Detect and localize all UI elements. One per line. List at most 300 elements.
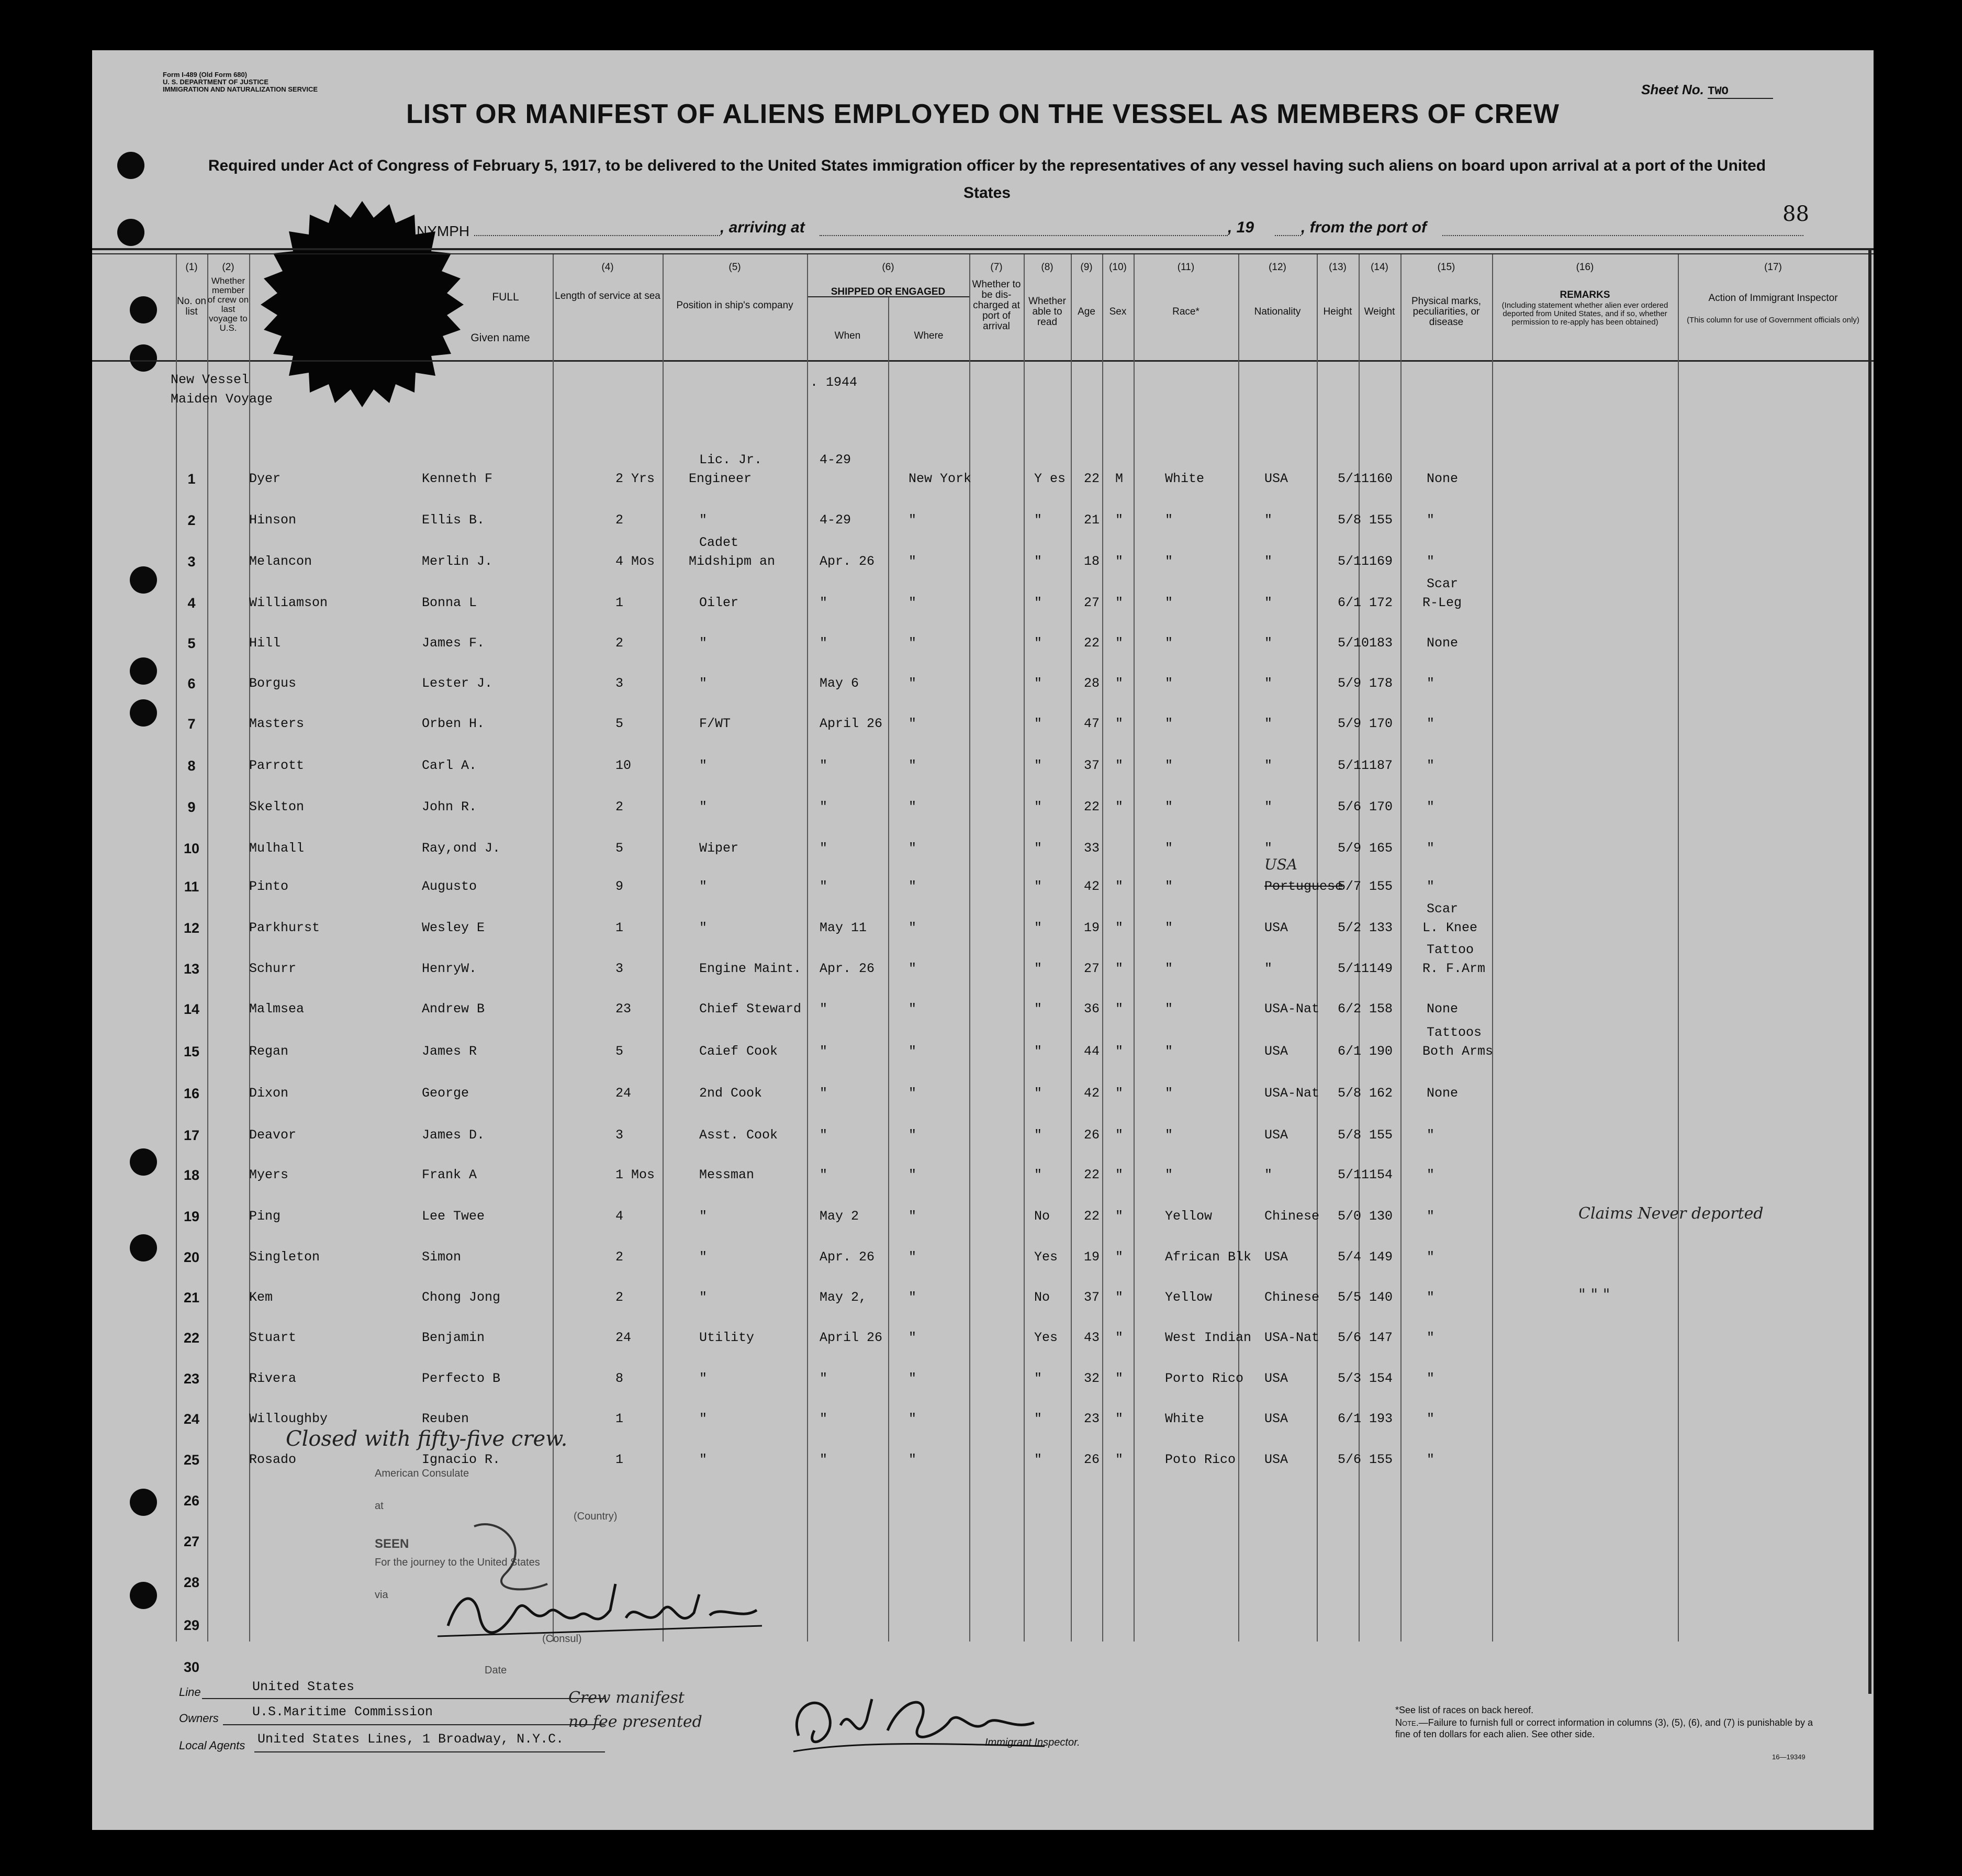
race: " [1165, 799, 1173, 814]
row-number: 15 [183, 1044, 200, 1059]
service-length: 4 Mos [615, 554, 655, 569]
colnum-13: (13) [1329, 262, 1347, 273]
sex: " [1115, 1249, 1124, 1265]
colnum-2: (2) [222, 262, 234, 273]
colhdr-length-service: Length of service at sea [555, 291, 660, 302]
nationality: Chinese [1264, 1209, 1320, 1224]
stamp-consulate: American Consulate [375, 1468, 469, 1479]
position: Messman [699, 1167, 755, 1182]
age: 22 [1084, 471, 1100, 486]
height: 5/11 [1338, 471, 1370, 486]
height: 5/9 [1338, 676, 1362, 691]
sex: " [1115, 799, 1124, 814]
column-rule [1678, 254, 1679, 1642]
row-number: 28 [183, 1574, 200, 1590]
weight: 155 [1369, 512, 1393, 528]
position: " [699, 1290, 708, 1305]
shipped-where: " [909, 799, 917, 814]
column-rule [1317, 254, 1318, 1642]
sex: " [1115, 716, 1124, 731]
service-length: 8 [615, 1371, 624, 1386]
punch-hole [130, 1582, 157, 1609]
position: " [699, 512, 708, 528]
race: " [1165, 595, 1173, 610]
row-number: 23 [183, 1371, 200, 1387]
age: 37 [1084, 1290, 1100, 1305]
age: 26 [1084, 1127, 1100, 1143]
remarks-handwritten: " " " [1578, 1286, 1610, 1304]
shipped-when: " [820, 595, 828, 610]
sheet-number [1641, 82, 1773, 99]
shipped-where: " [909, 920, 917, 935]
race: " [1165, 841, 1173, 856]
shipped-when: 4-29 [820, 452, 851, 467]
physical-marks: Scar [1427, 901, 1459, 917]
physical-marks: " [1427, 799, 1435, 814]
physical-marks-line-2: R. F.Arm [1422, 961, 1486, 976]
weight: 170 [1369, 799, 1393, 814]
weight: 158 [1369, 1001, 1393, 1017]
punch-hole [117, 152, 144, 179]
shipped-when: " [820, 1452, 828, 1467]
punch-hole [117, 219, 144, 246]
able-to-read: " [1034, 961, 1042, 976]
row-number: 8 [187, 758, 196, 774]
sheet-number-label: Sheet No. [1641, 82, 1704, 97]
family-name: Malmsea [249, 1001, 305, 1017]
height: 5/8 [1338, 512, 1362, 528]
age: 26 [1084, 1452, 1100, 1467]
physical-marks: " [1427, 1127, 1435, 1143]
nationality: " [1264, 635, 1273, 651]
service-length: 5 [615, 841, 624, 856]
shipped-where: " [909, 1209, 917, 1224]
row-number: 20 [183, 1249, 200, 1265]
weight: 178 [1369, 676, 1393, 691]
shipped-where: " [909, 1167, 917, 1182]
colhdr-able-read: Whether able to read [1028, 296, 1066, 328]
footer-line-rule [202, 1698, 605, 1699]
shipped-when: " [820, 1167, 828, 1182]
row-number: 24 [183, 1411, 200, 1427]
service-length: 2 [615, 1290, 624, 1305]
colnum-7: (7) [990, 262, 1003, 273]
preamble-new-vessel: New Vessel [171, 372, 250, 387]
colnum-10: (10) [1109, 262, 1127, 273]
arriving-label: , arriving at [720, 219, 805, 236]
footer-note-text: —Failure to furnish full or correct information in columns (3), (5), (6), and (7) is punishable by a fine of ten dollars for each alien. See other side. [1395, 1717, 1813, 1739]
family-name: Masters [249, 716, 305, 731]
stamp-via: via [375, 1589, 388, 1601]
colhdr-no-on-list: No. on list [177, 296, 206, 317]
shipped-where: " [909, 1452, 917, 1467]
sex: " [1115, 635, 1124, 651]
row-number: 14 [183, 1001, 200, 1017]
physical-marks: None [1427, 471, 1459, 486]
height: 6/1 [1338, 1044, 1362, 1059]
family-name: Skelton [249, 799, 305, 814]
given-name: Lee Twee [422, 1209, 485, 1224]
physical-marks: " [1427, 1411, 1435, 1426]
able-to-read: No [1034, 1209, 1050, 1224]
row-number: 30 [183, 1659, 200, 1675]
right-border [1868, 249, 1871, 1694]
document-title: LIST OR MANIFEST OF ALIENS EMPLOYED ON THE VESSEL AS MEMBERS OF CREW [406, 99, 1560, 129]
service-length: 2 [615, 512, 624, 528]
stamp-consul: (Consul) [542, 1633, 582, 1645]
row-number: 12 [183, 920, 200, 936]
age: 33 [1084, 841, 1100, 856]
form-tag [163, 71, 318, 93]
shipped-where: " [909, 1411, 917, 1426]
physical-marks: " [1427, 1452, 1435, 1467]
physical-marks: " [1427, 879, 1435, 894]
sex: " [1115, 1290, 1124, 1305]
weight: 130 [1369, 1209, 1393, 1224]
row-number: 11 [184, 879, 199, 895]
height: 5/7 [1338, 879, 1362, 894]
colnum-17: (17) [1764, 262, 1782, 273]
position: " [699, 799, 708, 814]
notary-seal [252, 197, 472, 417]
age: 43 [1084, 1330, 1100, 1345]
weight: 155 [1369, 1127, 1393, 1143]
colnum-16: (16) [1576, 262, 1594, 273]
nationality: USA [1264, 920, 1288, 935]
punch-hole [130, 1148, 157, 1176]
nationality: USA [1264, 1452, 1288, 1467]
weight: 140 [1369, 1290, 1393, 1305]
age: 19 [1084, 920, 1100, 935]
race: " [1165, 961, 1173, 976]
race: " [1165, 1086, 1173, 1101]
footer-owners-label: Owners [179, 1712, 219, 1725]
weight: 154 [1369, 1371, 1393, 1386]
position: Chief Steward [699, 1001, 802, 1017]
sex: " [1115, 1452, 1124, 1467]
position: " [699, 1209, 708, 1224]
sex: " [1115, 1330, 1124, 1345]
position: " [699, 1371, 708, 1386]
nationality: " [1264, 799, 1273, 814]
race: " [1165, 1167, 1173, 1182]
family-name: Singleton [249, 1249, 320, 1265]
sex: " [1115, 758, 1124, 773]
column-rule [1492, 254, 1493, 1642]
colhdr-whether-member: Whether member of crew on last voyage to U.S. [207, 276, 249, 333]
given-name: Ellis B. [422, 512, 485, 528]
weight: 149 [1369, 961, 1393, 976]
given-name: James D. [422, 1127, 485, 1143]
port-dotted-line [1442, 235, 1803, 236]
given-name: Lester J. [422, 676, 493, 691]
column-rule [1134, 254, 1135, 1642]
height: 5/6 [1338, 799, 1362, 814]
family-name: Myers [249, 1167, 289, 1182]
able-to-read: " [1034, 1001, 1042, 1017]
shipped-where: " [909, 676, 917, 691]
able-to-read: " [1034, 1411, 1042, 1426]
able-to-read: " [1034, 841, 1042, 856]
shipped-when: May 2, [820, 1290, 867, 1305]
race: " [1165, 879, 1173, 894]
nationality: " [1264, 961, 1273, 976]
family-name: Melancon [249, 554, 312, 569]
colhdr-age: Age [1078, 306, 1095, 317]
weight: 147 [1369, 1330, 1393, 1345]
service-length: 24 [615, 1086, 632, 1101]
service-length: 1 [615, 920, 624, 935]
column-rule [176, 254, 177, 1642]
family-name: Pinto [249, 879, 289, 894]
shipped-where: " [909, 1086, 917, 1101]
race: " [1165, 635, 1173, 651]
given-name: Bonna L [422, 595, 477, 610]
colhdr-where: Where [914, 330, 944, 341]
family-name: Borgus [249, 676, 297, 691]
able-to-read: " [1034, 1167, 1042, 1182]
footer-hand-note-2: no fee presented [568, 1713, 702, 1731]
family-name: Ping [249, 1209, 281, 1224]
race: Porto Rico [1165, 1371, 1244, 1386]
given-name: Frank A [422, 1167, 477, 1182]
given-name: Orben H. [422, 716, 485, 731]
vessel-name: NYMPH [417, 223, 470, 239]
race: " [1165, 920, 1173, 935]
column-rule [207, 254, 208, 1642]
family-name: Williamson [249, 595, 328, 610]
row-number: 25 [183, 1452, 200, 1468]
row-number: 4 [187, 595, 196, 611]
row-number: 17 [183, 1127, 200, 1143]
age: 23 [1084, 1411, 1100, 1426]
age: 36 [1084, 1001, 1100, 1017]
race: " [1165, 1127, 1173, 1143]
colhdr-physical-marks: Physical marks, peculiarities, or disease [1411, 296, 1482, 328]
colhdr-given-name: Given name [470, 332, 530, 344]
row-number: 26 [183, 1493, 200, 1509]
physical-marks: " [1427, 1290, 1435, 1305]
given-name: Merlin J. [422, 554, 493, 569]
nationality: USA [1264, 1127, 1288, 1143]
family-name: Mulhall [249, 841, 305, 856]
able-to-read: Yes [1034, 1330, 1058, 1345]
form-number: Form I-489 (Old Form 680) [163, 71, 248, 79]
column-rule [1024, 254, 1025, 1642]
position: " [699, 879, 708, 894]
shipped-where: " [909, 635, 917, 651]
given-name: George [422, 1086, 469, 1101]
age: 18 [1084, 554, 1100, 569]
family-name: Schurr [249, 961, 297, 976]
service-length: 5 [615, 1044, 624, 1059]
inspector-label: Immigrant Inspector. [985, 1737, 1080, 1748]
race: " [1165, 676, 1173, 691]
position: " [699, 920, 708, 935]
race: " [1165, 1001, 1173, 1017]
colhdr-remarks-sub: (Including statement whether alien ever ordered deported from United States, and if so, whether permission to re-apply has been obtained) [1501, 301, 1668, 327]
colhdr-weight: Weight [1364, 306, 1395, 317]
sex: " [1115, 1044, 1124, 1059]
height: 6/1 [1338, 595, 1362, 610]
nationality: USA-Nat [1264, 1086, 1320, 1101]
able-to-read: " [1034, 1044, 1042, 1059]
physical-marks: " [1427, 676, 1435, 691]
race: White [1165, 471, 1205, 486]
nationality: " [1264, 758, 1273, 773]
given-name: Andrew B [422, 1001, 485, 1017]
footer-note-label: Note. [1395, 1717, 1419, 1728]
physical-marks: " [1427, 1249, 1435, 1265]
given-name: Augusto [422, 879, 477, 894]
shipped-where: " [909, 595, 917, 610]
shipped-where: New York [909, 471, 972, 486]
age: 22 [1084, 799, 1100, 814]
shipped-where: " [909, 1249, 917, 1265]
weight: 160 [1369, 471, 1393, 486]
physical-marks: None [1427, 635, 1459, 651]
shipped-where: " [909, 841, 917, 856]
row-number: 9 [187, 799, 196, 815]
race: Poto Rico [1165, 1452, 1236, 1467]
shipped-when: " [820, 635, 828, 651]
column-rule [663, 254, 664, 1642]
age: 28 [1084, 676, 1100, 691]
row-number: 7 [187, 716, 196, 732]
given-name: John R. [422, 799, 477, 814]
shipped-when: May 2 [820, 1209, 859, 1224]
nationality: Chinese [1264, 1290, 1320, 1305]
shipped-when: " [820, 1086, 828, 1101]
race: " [1165, 1044, 1173, 1059]
sheet-number-value: TWO [1708, 85, 1773, 99]
punch-hole [130, 1234, 157, 1261]
weight: 190 [1369, 1044, 1393, 1059]
shipped-when: May 6 [820, 676, 859, 691]
row-number: 29 [183, 1617, 200, 1633]
given-name: Wesley E [422, 920, 485, 935]
colnum-14: (14) [1371, 262, 1388, 273]
shipped-when: Apr. 26 [820, 961, 875, 976]
service-length: 1 Mos [615, 1167, 655, 1182]
column-rule [249, 254, 250, 1642]
physical-marks: " [1427, 841, 1435, 856]
shipped-when: 4-29 [820, 512, 851, 528]
physical-marks: " [1427, 1167, 1435, 1182]
age: 37 [1084, 758, 1100, 773]
race: " [1165, 512, 1173, 528]
colhdr-remarks: REMARKS [1560, 289, 1610, 300]
service-length: 1 [615, 595, 624, 610]
given-name: Kenneth F [422, 471, 493, 486]
given-name: Perfecto B [422, 1371, 501, 1386]
shipped-when: Apr. 26 [820, 554, 875, 569]
able-to-read: " [1034, 554, 1042, 569]
shipped-when: " [820, 879, 828, 894]
row-number: 2 [187, 512, 196, 528]
sex: " [1115, 1086, 1124, 1101]
height: 5/9 [1338, 841, 1362, 856]
able-to-read: " [1034, 1086, 1042, 1101]
height: 5/11 [1338, 961, 1370, 976]
physical-marks-line-2: L. Knee [1422, 920, 1478, 935]
weight: 154 [1369, 1167, 1393, 1182]
form-service: IMMIGRATION AND NATURALIZATION SERVICE [163, 85, 318, 93]
sex: " [1115, 554, 1124, 569]
shipped-when: " [820, 758, 828, 773]
weight: 187 [1369, 758, 1393, 773]
shipped-where: " [909, 879, 917, 894]
shipped-when: May 11 [820, 920, 867, 935]
year-dotted-line [1275, 235, 1301, 236]
nationality-correction: USA [1264, 856, 1297, 873]
colhdr-action-sub: (This column for use of Government officials only) [1687, 316, 1859, 325]
row-number: 18 [183, 1167, 200, 1183]
age: 44 [1084, 1044, 1100, 1059]
height: 5/4 [1338, 1249, 1362, 1265]
age: 27 [1084, 961, 1100, 976]
row-number: 19 [183, 1209, 200, 1224]
sex: " [1115, 1001, 1124, 1017]
race: " [1165, 716, 1173, 731]
shipped-when: " [820, 1127, 828, 1143]
colhdr-position: Position in ship's company [676, 300, 793, 311]
physical-marks: Tattoo [1427, 942, 1474, 957]
colnum-4: (4) [601, 262, 614, 273]
able-to-read: Yes [1034, 1249, 1058, 1265]
footer-note [1395, 1717, 1824, 1740]
colnum-6: (6) [882, 262, 894, 273]
age: 19 [1084, 1249, 1100, 1265]
footer-hand-note-1: Crew manifest [568, 1689, 685, 1707]
print-code: 16—19349 [1772, 1753, 1806, 1761]
colnum-9: (9) [1080, 262, 1093, 273]
shipped-where: " [909, 554, 917, 569]
height: 5/3 [1338, 1371, 1362, 1386]
sex: M [1115, 471, 1124, 486]
height: 6/2 [1338, 1001, 1362, 1017]
vessel-dotted-line [474, 235, 720, 236]
height: 5/11 [1338, 554, 1370, 569]
row-number: 27 [183, 1534, 200, 1549]
family-name: Regan [249, 1044, 289, 1059]
races-note: *See list of races on back hereof. [1395, 1705, 1534, 1715]
service-length: 3 [615, 676, 624, 691]
colhdr-nationality: Nationality [1254, 306, 1301, 317]
punch-hole [130, 1489, 157, 1516]
sex: " [1115, 1371, 1124, 1386]
able-to-read: No [1034, 1290, 1050, 1305]
position-line-2: Midshipm an [689, 554, 776, 569]
given-name: Chong Jong [422, 1290, 501, 1305]
height: 5/0 [1338, 1209, 1362, 1224]
given-name: HenryW. [422, 961, 477, 976]
service-length: 2 Yrs [615, 471, 655, 486]
sex: " [1115, 1411, 1124, 1426]
shipped-where: " [909, 1330, 917, 1345]
position: Caief Cook [699, 1044, 778, 1059]
row-number: 22 [183, 1330, 200, 1346]
height: 5/10 [1338, 635, 1370, 651]
physical-marks: " [1427, 1209, 1435, 1224]
stamp-country: (Country) [574, 1511, 618, 1522]
race: " [1165, 554, 1173, 569]
service-length: 4 [615, 1209, 624, 1224]
age: 27 [1084, 595, 1100, 610]
physical-marks: " [1427, 554, 1435, 569]
age: 42 [1084, 1086, 1100, 1101]
row-number: 5 [187, 635, 196, 651]
